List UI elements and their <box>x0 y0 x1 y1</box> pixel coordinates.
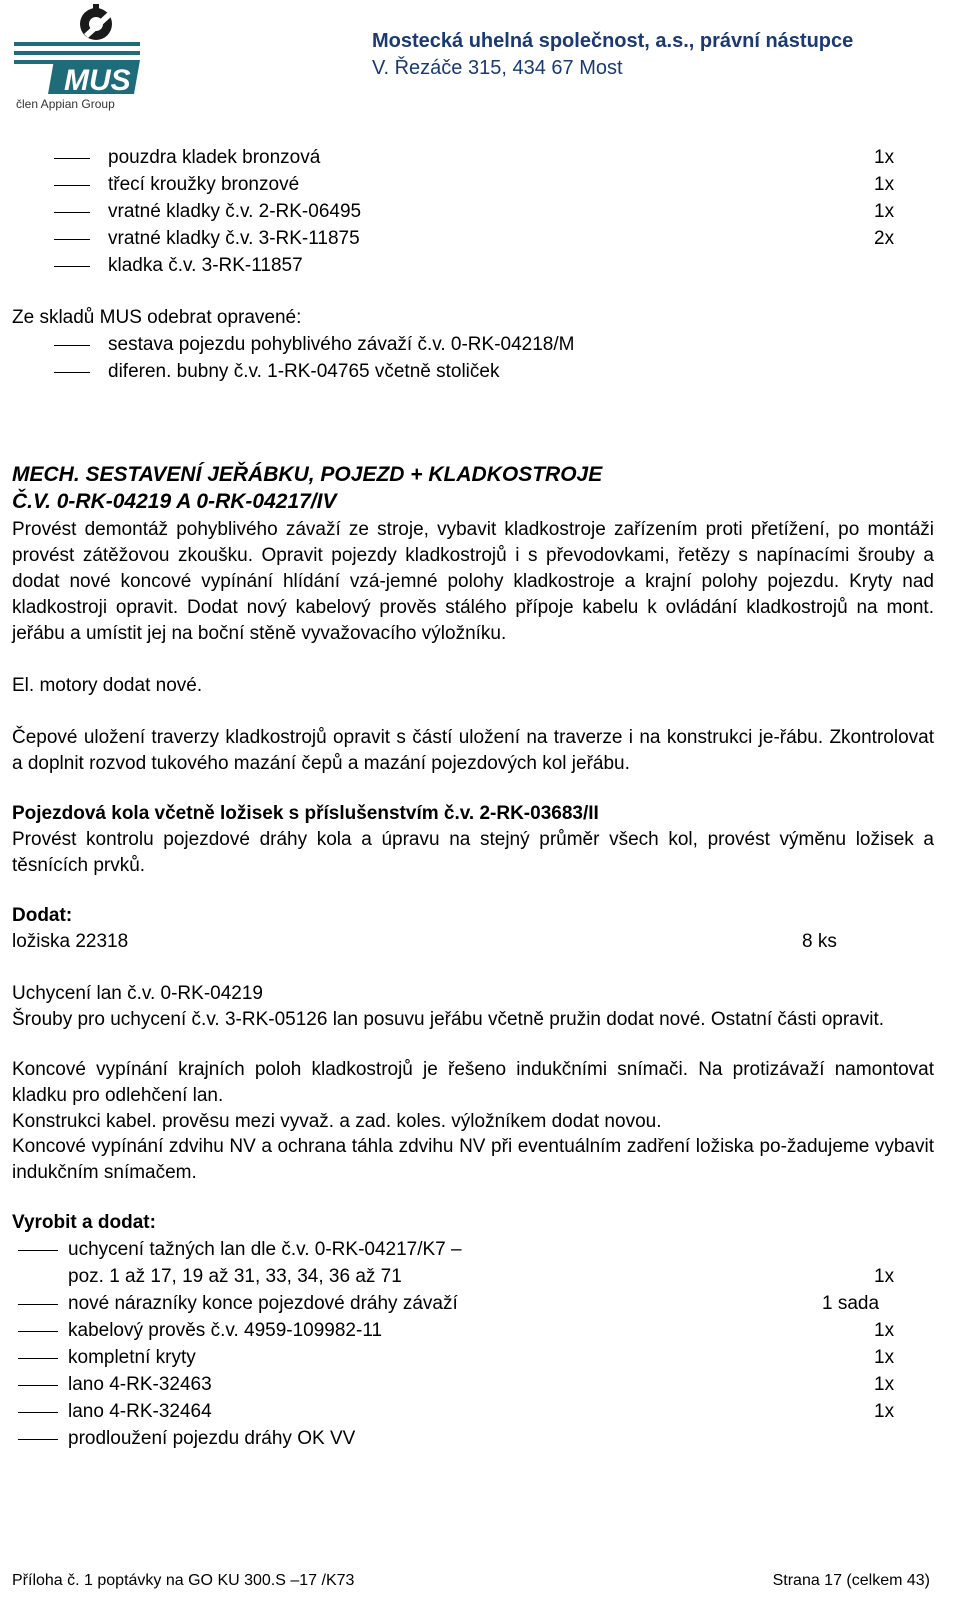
list-item: poz. 1 až 17, 19 až 31, 33, 34, 36 až 71 <box>68 1266 402 1287</box>
supply-heading: Dodat: <box>12 905 73 926</box>
list-item-qty: 1x <box>874 1401 895 1422</box>
dash-bullet <box>18 1358 58 1359</box>
paragraph: Šrouby pro uchycení č.v. 3-RK-05126 lan posuvu jeřábu včetně pružin dodat nové. Ostatní části opravit. <box>12 1009 885 1030</box>
list-item-qty: 1x <box>874 147 895 168</box>
svg-text:člen Appian Group: člen Appian Group <box>16 97 115 111</box>
paragraph: Čepové uložení traverzy kladkostrojů opravit s částí uložení na traverze i na konstrukci je-řábu. Zkontrolovat a doplnit rozvod tukového mazání čepů a mazání pojezdových kol jeřábu. <box>12 727 934 774</box>
list-item: vratné kladky č.v. 3-RK-11875 <box>108 228 360 249</box>
make-heading: Vyrobit a dodat: <box>12 1212 156 1233</box>
dash-bullet <box>54 158 90 159</box>
list-item-qty: 1x <box>874 174 895 195</box>
footer-attachment: Příloha č. 1 poptávky na GO KU 300.S –17 /K73 <box>12 1572 355 1589</box>
list-item: kompletní kryty <box>68 1347 196 1368</box>
list-item: uchycení tažných lan dle č.v. 0-RK-04217/K7 – <box>68 1239 462 1260</box>
company-address: V. Řezáče 315, 434 67 Most <box>372 57 623 79</box>
list-item-qty: 1x <box>874 201 895 222</box>
dash-bullet <box>18 1412 58 1413</box>
svg-text:MUS: MUS <box>64 64 131 97</box>
paragraph: Koncové vypínání krajních poloh kladkostrojů je řešeno indukčními snímači. Na protizávaží namontovat kladku pro odlehčení lan. <box>12 1059 934 1106</box>
dash-bullet <box>18 1250 58 1251</box>
dash-bullet <box>54 266 90 267</box>
list-item: vratné kladky č.v. 2-RK-06495 <box>108 201 362 222</box>
dash-bullet <box>54 212 90 213</box>
paragraph: Konstrukci kabel. prověsu mezi vyvaž. a zad. koles. výložníkem dodat novou. <box>12 1111 662 1132</box>
list-item: prodloužení pojezdu dráhy OK VV <box>68 1428 356 1449</box>
list-item-qty: 2x <box>874 228 895 249</box>
list-item-qty: 1x <box>874 1320 895 1341</box>
paragraph: Provést demontáž pohyblivého závaží ze stroje, vybavit kladkostroje zařízením proti přetížení, po montáži provést zátěžovou zkoušku. Opravit pojezdy kladkostrojů i s převodovkami, řetězy s napínacími šrouby a dodat nové koncové vypínání hlídání vzá-jemné polohy kladkostroje a krajní polohy pojezdu. Kryty nad kladkostroji opravit. Dodat nový kabelový prověs stálého přípoje kabelu k ovládání kladkostrojů na mont. jeřábu a umístit jej na boční stěně vyvažovacího výložníku. <box>12 519 934 644</box>
paragraph: Uchycení lan č.v. 0-RK-04219 <box>12 983 263 1004</box>
dash-bullet <box>54 185 90 186</box>
list-item: pouzdra kladek bronzová <box>108 147 321 168</box>
dash-bullet <box>18 1439 58 1440</box>
section-subtitle: Č.V. 0-RK-04219 A 0-RK-04217/IV <box>12 490 337 513</box>
company-name: Mostecká uhelná společnost, a.s., právní nástupce <box>372 30 854 52</box>
list-item-qty: 1x <box>874 1374 895 1395</box>
dash-bullet <box>18 1304 58 1305</box>
footer-page-number: Strana 17 (celkem 43) <box>772 1572 930 1589</box>
list-item: nové nárazníky konce pojezdové dráhy závaží <box>68 1293 458 1314</box>
dash-bullet <box>54 345 90 346</box>
list-item: lano 4-RK-32464 <box>68 1401 212 1422</box>
supply-item: ložiska 22318 <box>12 931 129 952</box>
list-item: kladka č.v. 3-RK-11857 <box>108 255 303 276</box>
list-item: lano 4-RK-32463 <box>68 1374 212 1395</box>
list-item-qty: 1 sada <box>822 1293 880 1314</box>
list-item: sestava pojezdu pohyblivého závaží č.v. 0-RK-04218/M <box>108 334 575 355</box>
section-title: MECH. SESTAVENÍ JEŘÁBKU, POJEZD + KLADKOSTROJE <box>12 463 603 486</box>
supply-item-qty: 8 ks <box>802 931 837 952</box>
dash-bullet <box>54 239 90 240</box>
company-logo <box>14 4 140 112</box>
paragraph: El. motory dodat nové. <box>12 675 203 696</box>
dash-bullet <box>18 1385 58 1386</box>
wheels-heading: Pojezdová kola včetně ložisek s příslušenstvím č.v. 2-RK-03683/II <box>12 803 599 824</box>
dash-bullet <box>54 372 90 373</box>
dash-bullet <box>18 1331 58 1332</box>
paragraph: Koncové vypínání zdvihu NV a ochrana táhla zdvihu NV při eventuálním zadření ložiska po-žadujeme vybavit indukčním snímačem. <box>12 1136 934 1183</box>
paragraph: Provést kontrolu pojezdové dráhy kola a úpravu na stejný průměr všech kol, provést výměnu ložisek a těsnících prvků. <box>12 829 934 876</box>
list-item-qty: 1x <box>874 1347 895 1368</box>
list-item: třecí kroužky bronzové <box>108 174 300 195</box>
store-heading: Ze skladů MUS odebrat opravené: <box>12 307 302 328</box>
list-item: diferen. bubny č.v. 1-RK-04765 včetně stoliček <box>108 361 500 382</box>
list-item: kabelový prověs č.v. 4959-109982-11 <box>68 1320 383 1341</box>
list-item-qty: 1x <box>874 1266 895 1287</box>
